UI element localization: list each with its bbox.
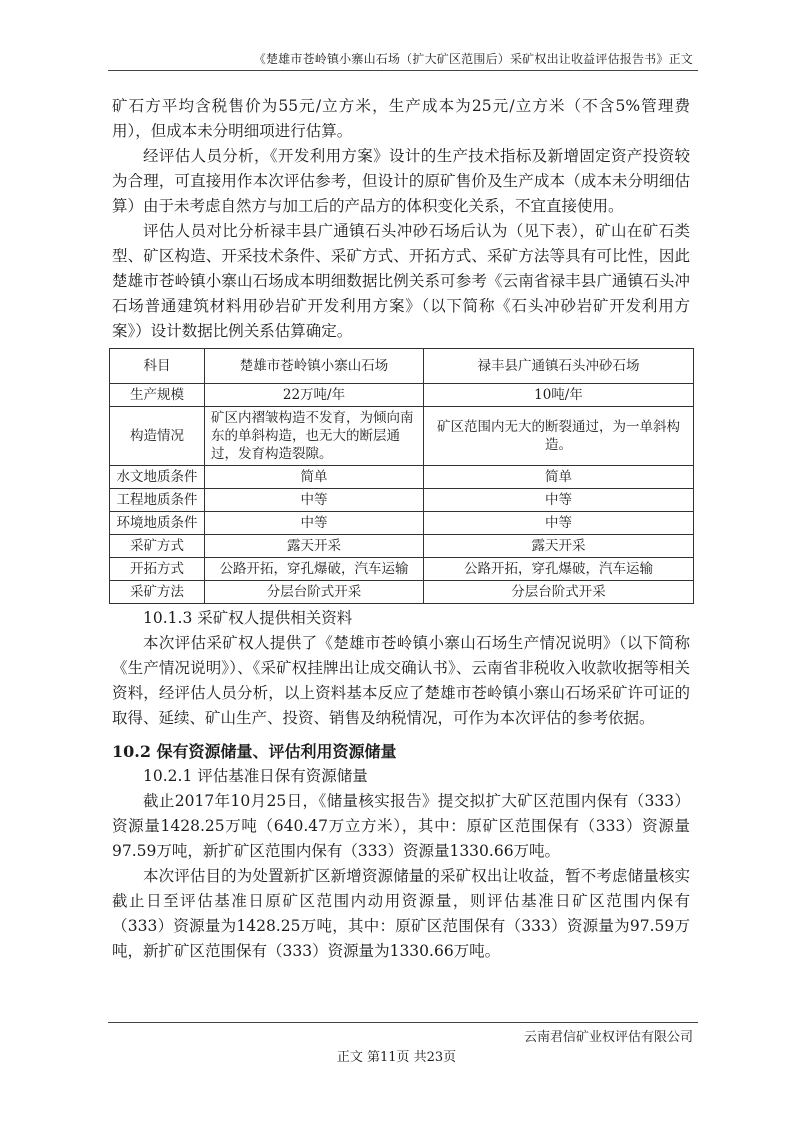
paragraph-reserves-basis: 本次评估目的为处置新扩区新增资源储量的采矿权出让收益，暂不考虑储量核实截止日至评估基准日原矿区范围内动用资源量，则评估基准日矿区范围内保有（333）资源量为1428.25万吨，其中：原矿区范围保有（333）资源量为97.59万吨，新扩矿区范围保有（333）资源量为1330.66万吨。 xyxy=(112,867,690,960)
table-cell: 矿区范围内无大的断裂通过，为一单斜构造。 xyxy=(424,407,694,466)
table-cell: 水文地质条件 xyxy=(110,466,205,489)
table-row xyxy=(110,407,694,466)
paragraph-provided-materials: 本次评估采矿权人提供了《楚雄市苍岭镇小寨山石场生产情况说明》（以下简称《生产情况说明》）、《采矿权挂牌出让成交确认书》、云南省非税收入收款收据等相关资料，经评估人员分析，以上资料基本反应了楚雄市苍岭镇小寨山石场采矿许可证的取得、延续、矿山生产、投资、销售及纳税情况，可作为本次评估的参考依据。 xyxy=(112,634,690,727)
paragraph-comparison: 评估人员对比分析禄丰县广通镇石头冲砂石场后认为（见下表），矿山在矿石类型、矿区构造、开采技术条件、采矿方式、开拓方式、采矿方法等具有可比性，因此楚雄市苍岭镇小寨山石场成本明细数据比例关系可参考《云南省禄丰县广通镇石头冲石场普通建筑材料用砂岩矿开发利用方案》（以下简称《石头冲砂岩矿开发利用方案》）设计数据比例关系估算确定。 xyxy=(112,222,690,340)
paragraph-price: 矿石方平均含税售价为55元/立方米，生产成本为25元/立方米（不含5%管理费用），但成本未分明细项进行估算。 xyxy=(112,97,690,140)
table-cell: 环境地质条件 xyxy=(110,512,205,535)
table-cell: 采矿方法 xyxy=(110,581,205,604)
table-cell: 矿区内褶皱构造不发育，为倾向南东的单斜构造，也无大的断层通过，发育构造裂隙。 xyxy=(205,407,424,466)
subsection-title-10-1-3: 10.1.3 采矿权人提供相关资料 xyxy=(143,609,353,627)
document-body xyxy=(112,94,690,964)
table-row xyxy=(110,466,694,489)
table-cell: 露天开采 xyxy=(205,535,424,558)
table-cell: 中等 xyxy=(424,489,694,512)
table-cell: 采矿方式 xyxy=(110,535,205,558)
paragraph-reserves-total: 截止2017年10月25日，《储量核实报告》提交拟扩大矿区范围内保有（333）资源量1428.25万吨（640.47万立方米），其中：原矿区范围保有（333）资源量97.59万吨，新扩矿区范围内保有（333）资源量1330.66万吨。 xyxy=(112,792,690,860)
table-row xyxy=(110,384,694,407)
table-cell: 10吨/年 xyxy=(424,384,694,407)
table-cell: 构造情况 xyxy=(110,407,205,466)
page-number: 正文 第11页 共23页 xyxy=(336,1050,457,1065)
table-row xyxy=(110,489,694,512)
table-row xyxy=(110,535,694,558)
footer-divider xyxy=(108,1022,698,1023)
table-row xyxy=(110,512,694,535)
table-cell: 露天开采 xyxy=(424,535,694,558)
table-header-row xyxy=(110,349,694,384)
table-cell: 公路开拓，穿孔爆破，汽车运输 xyxy=(424,558,694,581)
header-divider xyxy=(108,70,698,71)
running-header: 《楚雄市苍岭镇小寨山石场（扩大矿区范围后）采矿权出让收益评估报告书》正文 xyxy=(253,52,693,66)
table-cell: 中等 xyxy=(205,512,424,535)
table-row xyxy=(110,558,694,581)
paragraph-analysis: 经评估人员分析，《开发利用方案》设计的生产技术指标及新增固定资产投资较为合理，可直接用作本次评估参考，但设计的原矿售价及生产成本（成本未分明细估算）由于未考虑自然方与加工后的产品方的体积变化关系，不宜直接使用。 xyxy=(112,147,690,215)
comparison-table xyxy=(109,348,694,604)
table-cell: 开拓方式 xyxy=(110,558,205,581)
table-cell: 中等 xyxy=(205,489,424,512)
table-cell: 生产规模 xyxy=(110,384,205,407)
table-cell: 22万吨/年 xyxy=(205,384,424,407)
table-cell: 中等 xyxy=(424,512,694,535)
table-cell: 分层台阶式开采 xyxy=(205,581,424,604)
table-header-cell: 禄丰县广通镇石头冲砂石场 xyxy=(424,349,694,384)
section-title-10-2: 10.2 保有资源储量、评估利用资源储量 xyxy=(112,742,397,761)
table-cell: 工程地质条件 xyxy=(110,489,205,512)
table-cell: 分层台阶式开采 xyxy=(424,581,694,604)
table-header-cell: 科目 xyxy=(110,349,205,384)
subsection-title-10-2-1: 10.2.1 评估基准日保有资源储量 xyxy=(143,767,368,785)
table-header-cell: 楚雄市苍岭镇小寨山石场 xyxy=(205,349,424,384)
company-name: 云南君信矿业权评估有限公司 xyxy=(523,1030,693,1045)
table-cell: 简单 xyxy=(424,466,694,489)
table-cell: 公路开拓，穿孔爆破，汽车运输 xyxy=(205,558,424,581)
table-cell: 简单 xyxy=(205,466,424,489)
table-row xyxy=(110,581,694,604)
